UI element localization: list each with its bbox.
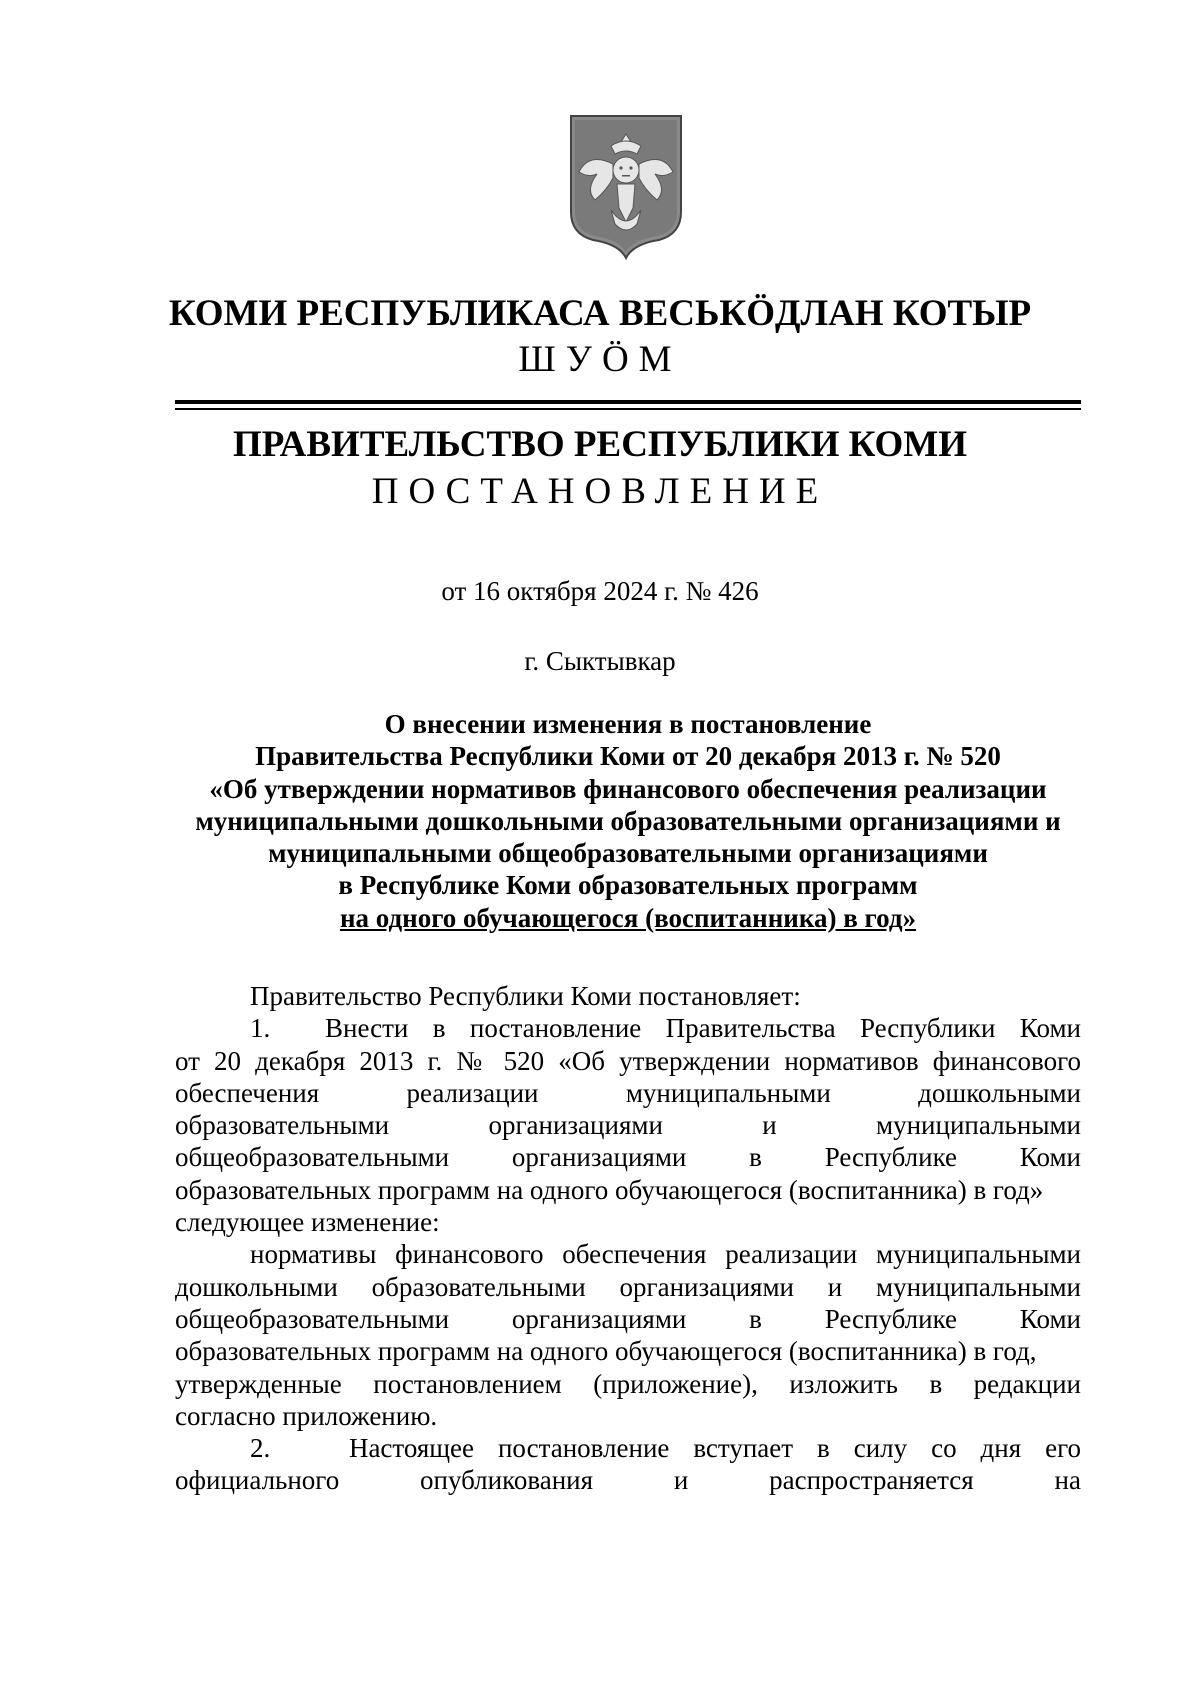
paragraph-number: 1. [250, 1013, 271, 1044]
subject-line: в Республике Коми образовательных программ [338, 870, 918, 901]
city: г. Сыктывкар [524, 646, 676, 676]
document-body [175, 980, 1081, 1497]
word: вступает [693, 1433, 794, 1464]
subject-line: Правительства Республики Коми от 20 декабря 2013 г. № 520 [255, 741, 1001, 772]
word: на [1054, 1465, 1081, 1496]
paragraph-line: следующее изменение: [175, 1207, 440, 1238]
word: Настоящее [348, 1433, 475, 1464]
word: со [931, 1433, 957, 1464]
paragraph-1-first-line [175, 1012, 1081, 1044]
word: распространяется [769, 1465, 974, 1496]
paragraph-line: образовательных программ на одного обучающегося (воспитанника) в год, [175, 1336, 1037, 1367]
word: постановление [497, 1433, 670, 1464]
paragraph-line: обеспечения реализации муниципальными дошкольными [175, 1077, 1081, 1108]
paragraph-2-first-line [175, 1432, 1081, 1464]
paragraph-line: общеобразовательными организациями в Республике Коми [175, 1303, 1081, 1334]
word: и [673, 1465, 689, 1496]
coat-of-arms-icon [567, 112, 685, 262]
word: дня [980, 1433, 1022, 1464]
header-divider-thick [175, 400, 1081, 404]
government-title: ПРАВИТЕЛЬСТВО РЕСПУБЛИКИ КОМИ [233, 424, 967, 465]
paragraph-line: согласно приложению. [175, 1400, 438, 1431]
komi-header-title: КОМИ РЕСПУБЛИКАСА ВЕСЬКӦДЛАН КОТЫР [168, 293, 1032, 334]
subject-line: муниципальными дошкольными образовательными организациями и [195, 805, 1061, 836]
paragraph-line: нормативы финансового обеспечения реализации муниципальными [250, 1239, 1081, 1270]
word: официального [175, 1465, 340, 1496]
document-subject [150, 708, 1106, 934]
komi-header-subtitle: ШУӦМ [518, 339, 682, 380]
word: его [1045, 1433, 1081, 1464]
paragraph-number: 2. [250, 1433, 271, 1464]
date-and-number: от 16 октября 2024 г. № 426 [441, 576, 759, 606]
word: опубликования [420, 1465, 594, 1496]
paragraph-text: Внести в постановление Правительства Республики Коми [325, 1013, 1081, 1044]
header-divider-thin [175, 408, 1081, 410]
paragraph-line: образовательными организациями и муниципальными [175, 1110, 1081, 1141]
paragraph-line: образовательных программ на одного обучающегося (воспитанника) в год» [175, 1174, 1044, 1205]
subject-line-underlined: на одного обучающегося (воспитанника) в год» [339, 902, 917, 933]
body-intro: Правительство Республики Коми постановляет: [250, 981, 801, 1011]
paragraph-line: дошкольными образовательными организациями и муниципальными [175, 1271, 1081, 1302]
subject-line: «Об утверждении нормативов финансового обеспечения реализации [209, 773, 1047, 804]
paragraph-line: общеобразовательными организациями в Республике Коми [175, 1142, 1081, 1173]
word: в [817, 1433, 830, 1464]
word: силу [853, 1433, 908, 1464]
subject-line: О внесении изменения в постановление [384, 709, 872, 739]
subject-line: муниципальными общеобразовательными организациями [268, 838, 988, 869]
document-type: ПОСТАНОВЛЕНИЕ [371, 471, 829, 512]
paragraph-line: утвержденные постановлением (приложение), изложить в редакции [175, 1368, 1081, 1399]
paragraph-2-second-line [175, 1464, 1081, 1496]
paragraph-line: от 20 декабря 2013 г. № 520 «Об утверждении нормативов финансового [175, 1045, 1081, 1076]
